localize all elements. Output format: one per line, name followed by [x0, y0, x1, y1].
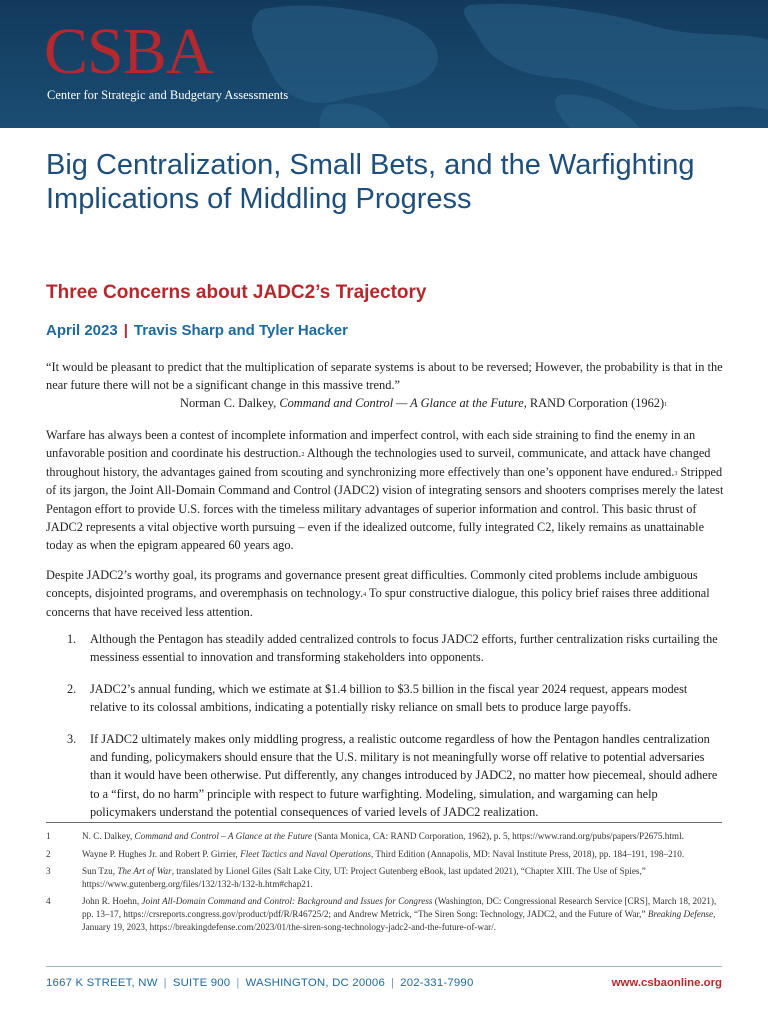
- epigraph-author: Norman C. Dalkey,: [180, 396, 280, 410]
- footnote-text: (Santa Monica, CA: RAND Corporation, 1962), p. 5, https://www.rand.org/pubs/papers/P2675.html.: [312, 831, 684, 841]
- concerns-list: [46, 630, 724, 822]
- paragraph-intro: [46, 426, 724, 555]
- footnote-ref[interactable]: 4: [363, 592, 367, 599]
- list-item-text: If JADC2 ultimately makes only middling progress, a realistic outcome regardless of how the Pentagon handles centralization and funding, policymakers should ensure that the U.S. military is not meaningfully worse off relative to potential adversaries than it would have been otherwise. Put differently, any changes introduced by JADC2, no matter how piecemeal, should adhere to a “first, do no harm” principle with respect to future warfighting. Modeling, simulation, and wargaming can help policymakers understand the potential consequences of varied levels of JADC2 realization.: [90, 731, 718, 820]
- footer-separator: |: [390, 977, 395, 989]
- paragraph-text: To spur constructive dialogue, this policy brief raises three additional concerns that have received less attention.: [46, 586, 710, 619]
- list-item-text: Although the Pentagon has steadily added centralized controls to focus JADC2 efforts, further centralization risks curtailing the messiness essential to innovation and transforming stakeholders into opponents.: [90, 632, 718, 665]
- footnote-number: 3: [46, 866, 51, 877]
- paragraph-text: Despite JADC2’s worthy goal, its programs and governance present great difficulties. Commonly cited problems include ambiguous concepts, disjointed programs, and overemphasis on technology.: [46, 568, 698, 601]
- byline: [46, 322, 348, 339]
- org-name: Center for Strategic and Budgetary Assessments: [47, 88, 289, 102]
- list-item: [46, 680, 724, 717]
- footer-divider: [46, 966, 722, 967]
- page-subtitle: Three Concerns about JADC2’s Trajectory: [46, 282, 427, 303]
- footnote-ref[interactable]: 3: [674, 470, 678, 477]
- epigraph-quote: “It would be pleasant to predict that the multiplication of separate systems is about to be reversed; However, the probability is that in the near future there will not be a significant change in this massive trend.”: [46, 360, 723, 392]
- footnote-title: Breaking Defense: [647, 908, 714, 919]
- footnote: [46, 895, 722, 933]
- epigraph-source: , RAND Corporation (1962): [523, 396, 665, 410]
- footnote-text: , translated by Lionel Giles (Salt Lake City, UT: Project Gutenberg eBook, last updated 2021), “Chapter XIII. The Use of Spies,” https://www.gutenberg.org/files/132/132-h/132-h.htm#chap21.: [82, 866, 646, 889]
- epigraph: [46, 358, 724, 412]
- paragraph-text: Although the technologies used to surveil, communicate, and attack have changed throughout history, the advantages gained from scouting and synchronizing more effectively than one’s opponent have endured.: [46, 446, 711, 479]
- footnote-title: Command and Control – A Glance at the Future: [134, 831, 313, 841]
- footer-phone: 202-331-7990: [400, 977, 474, 989]
- footnote-ref[interactable]: 1: [664, 402, 668, 408]
- footnote-text: Sun Tzu,: [82, 866, 118, 877]
- footnotes: [46, 830, 722, 938]
- list-item-text: JADC2’s annual funding, which we estimate at $1.4 billion to $3.5 billion in the fiscal year 2024 request, appears modest relative to its colossal ambitions, indicating a potentially risky reliance on small bets to produce large payoffs.: [90, 681, 688, 715]
- header-banner: [0, 0, 768, 128]
- paragraph-concerns-intro: [46, 566, 724, 621]
- footnote-text: John R. Hoehn,: [82, 896, 142, 907]
- list-number: 2.: [67, 681, 77, 696]
- website-link[interactable]: www.csbaonline.org: [611, 977, 722, 989]
- footnote-title: Joint All-Domain Command and Control: Background and Issues for Congress: [141, 896, 433, 907]
- footer-address: [46, 977, 474, 989]
- list-item: [46, 630, 724, 667]
- list-number: 1.: [67, 632, 77, 646]
- csba-logo: CSBA: [44, 15, 213, 88]
- page-title: Big Centralization, Small Bets, and the Warfighting Implications of Middling Progress: [46, 149, 695, 215]
- paragraph-text: Warfare has always been a contest of incomplete information and imperfect control, with each side straining to find the enemy in an unfavorable position and coordinate his destruction.: [46, 428, 696, 461]
- footnote-number: 1: [46, 831, 51, 841]
- footnote-number: 4: [46, 896, 51, 907]
- footnote-text: (Washington, DC: Congressional Research Service [CRS], March 18, 2021), pp. 13–17, https://crsreports.congress.gov/product/pdf/R/R46725/2; and Andrew Metrick, “The Siren Song: Technology, JADC2, and the Future of War,”: [82, 896, 717, 919]
- list-item: [46, 730, 724, 822]
- footnote: [46, 848, 722, 861]
- epigraph-work: Command and Control — A Glance at the Future: [279, 396, 524, 410]
- footnote: [46, 830, 722, 843]
- footnote-text: Wayne P. Hughes Jr. and Robert P. Girrier,: [82, 848, 241, 859]
- footnote-text: , January 19, 2023, https://breakingdefense.com/2023/01/the-siren-song-technology-jadc2-and-the-future-of-war/.: [82, 908, 716, 932]
- footnote: [46, 865, 722, 890]
- footer-suite: SUITE 900: [172, 977, 231, 989]
- paragraph-text: Stripped of its jargon, the Joint All-Domain Command and Control (JADC2) vision of integrating sensors and shooters comprises merely the latest Pentagon effort to provide U.S. forces with the timeless military advantages of superior information and control. This basic thrust of JADC2 represents a vital objective worth pursuing – even if the idealized outcome, fully integrated C2, likely remains as unattainable today as when the epigram appeared 60 years ago.: [46, 464, 724, 553]
- footnote-title: Fleet Tactics and Naval Operations: [240, 848, 371, 859]
- footer-separator: |: [236, 977, 240, 989]
- epigraph-citation: [180, 394, 724, 412]
- footer-separator: |: [163, 977, 167, 989]
- authors: Travis Sharp and Tyler Hacker: [133, 322, 348, 339]
- byline-separator: |: [123, 322, 128, 339]
- footer-city: WASHINGTON, DC 20006: [245, 977, 385, 989]
- footnote-text: N. C. Dalkey,: [82, 831, 135, 841]
- list-number: 3.: [67, 731, 77, 746]
- footnote-divider: [46, 822, 722, 823]
- footnote-ref[interactable]: 2: [301, 452, 305, 459]
- footnote-text: , Third Edition (Annapolis, MD: Naval Institute Press, 2018), pp. 184–191, 198–210.: [370, 848, 685, 859]
- footnote-number: 2: [46, 848, 51, 859]
- footnote-title: The Art of War: [117, 866, 172, 877]
- publication-date: April 2023: [46, 322, 118, 339]
- footer-street: 1667 K STREET, NW: [46, 977, 158, 989]
